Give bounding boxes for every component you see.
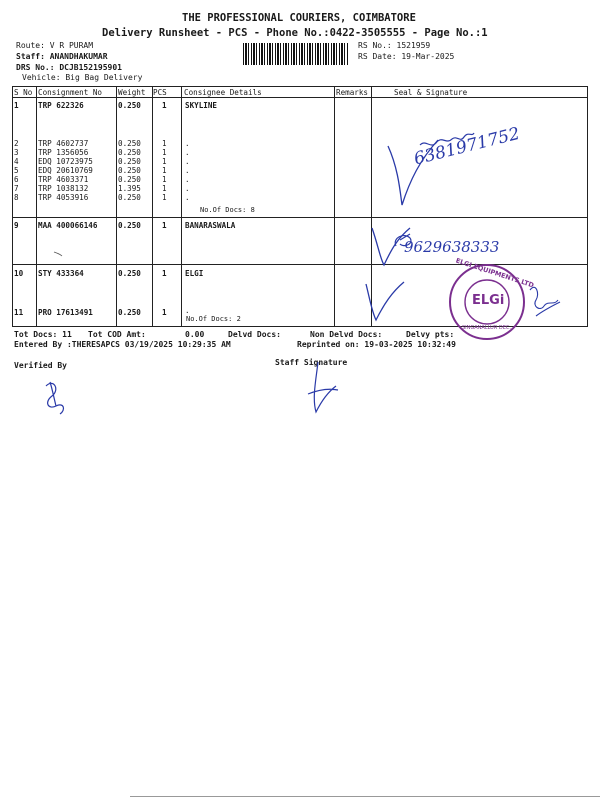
group-doc-count: No.Of Docs: 8 <box>200 206 255 214</box>
page-title: THE PROFESSIONAL COURIERS, COIMBATORE <box>182 12 416 24</box>
row-consignee: BANARASWALA <box>185 221 236 230</box>
row-consignee: . <box>185 148 190 157</box>
row-consignee: . <box>185 139 190 148</box>
row-consignment: TRP 4602737 <box>38 139 89 148</box>
stamp-center-text: ELGi <box>472 293 505 308</box>
row-weight: 0.250 <box>118 269 141 278</box>
row-pcs: 1 <box>162 101 167 110</box>
row-pcs: 1 <box>162 269 167 278</box>
total-cod-label: Tot COD Amt: <box>88 330 146 339</box>
non-delivered-docs: Non Delvd Docs: <box>310 330 383 339</box>
row-weight: 0.250 <box>118 148 141 157</box>
row-pcs: 1 <box>162 193 167 202</box>
row-consignee: . <box>185 175 190 184</box>
row-consignment: TRP 1038132 <box>38 184 89 193</box>
row-weight: 0.250 <box>118 221 141 230</box>
col-header-seal: Seal & Signature <box>394 88 468 97</box>
delivery-points: Delvy pts: <box>406 330 455 339</box>
verified-signature <box>46 382 63 414</box>
row-sno: 1 <box>14 101 19 110</box>
vehicle-label: Vehicle: Big Bag Delivery <box>22 73 143 82</box>
row-weight: 0.250 <box>118 101 141 110</box>
row-sno: 4 <box>14 157 19 166</box>
entered-by: Entered By :THERESAPCS 03/19/2025 10:29:35 AM <box>14 340 231 349</box>
row-sno: 11 <box>14 308 24 317</box>
col-header-consignee: Consignee Details <box>184 88 262 97</box>
rs-no-label: RS No.: 1521959 <box>358 41 431 50</box>
col-header-remarks: Remarks <box>336 88 369 97</box>
row-consignee: . <box>185 306 190 315</box>
group-doc-count: No.Of Docs: 2 <box>186 315 241 323</box>
row-consignment: TRP 622326 <box>38 101 84 110</box>
total-cod-value: 0.00 <box>185 330 205 339</box>
signature-stroke-1 <box>388 140 438 205</box>
row-sno: 9 <box>14 221 19 230</box>
row-pcs: 1 <box>162 308 167 317</box>
row-sno: 2 <box>14 139 19 148</box>
row-pcs: 1 <box>162 139 167 148</box>
page-bottom-rule <box>130 796 600 797</box>
handwritten-phone-2: 9629638333 <box>404 238 500 256</box>
row-consignee: . <box>185 193 190 202</box>
row-consignment: TRP 4053916 <box>38 193 89 202</box>
reprinted-on: Reprinted on: 19-03-2025 10:32:49 <box>297 340 456 349</box>
row-consignee: . <box>185 157 190 166</box>
row-consignee: . <box>185 166 190 175</box>
stamp-bottom-text: SINGANALLUR DEC. <box>462 325 511 331</box>
route-label: Route: V R PURAM <box>16 41 94 50</box>
staff-signature-stroke <box>308 362 338 412</box>
row-sno: 10 <box>14 269 24 278</box>
row-weight: 1.395 <box>118 184 141 193</box>
row-sno: 5 <box>14 166 19 175</box>
row-consignment: STY 433364 <box>38 269 84 278</box>
row-consignment: EDQ 10723975 <box>38 157 93 166</box>
verified-by-label: Verified By <box>14 361 67 370</box>
delivered-docs: Delvd Docs: <box>228 330 281 339</box>
company-stamp <box>444 256 535 341</box>
rs-date-label: RS Date: 19-Mar-2025 <box>358 52 455 61</box>
handwritten-phone-1: 6381971752 <box>412 123 522 170</box>
faint-mark <box>54 252 62 256</box>
col-header-consignment: Consignment No <box>38 88 103 97</box>
row-weight: 0.250 <box>118 175 141 184</box>
row-weight: 0.250 <box>118 139 141 148</box>
row-sno: 8 <box>14 193 19 202</box>
row-sno: 3 <box>14 148 19 157</box>
row-sno: 6 <box>14 175 19 184</box>
col-header-sno: S No <box>14 88 33 97</box>
row-weight: 0.250 <box>118 166 141 175</box>
row-pcs: 1 <box>162 184 167 193</box>
row-consignment: PRO 17613491 <box>38 308 93 317</box>
drs-label: DRS No.: DCJB152195901 <box>16 63 122 72</box>
row-consignment: MAA 400066146 <box>38 221 98 230</box>
row-weight: 0.250 <box>118 308 141 317</box>
row-consignment: TRP 1356056 <box>38 148 89 157</box>
signature-scribble-stamp <box>530 287 560 316</box>
row-pcs: 1 <box>162 175 167 184</box>
row-consignee: . <box>185 184 190 193</box>
check-stroke-9 <box>372 228 410 265</box>
row-weight: 0.250 <box>118 193 141 202</box>
staff-label: Staff: ANANDHAKUMAR <box>16 52 108 61</box>
total-docs: Tot Docs: 11 <box>14 330 72 339</box>
row-pcs: 1 <box>162 221 167 230</box>
row-consignee: ELGI <box>185 269 204 278</box>
row-weight: 0.250 <box>118 157 141 166</box>
row-pcs: 1 <box>162 157 167 166</box>
row-consignment: EDQ 20610769 <box>38 166 93 175</box>
page-subtitle: Delivery Runsheet - PCS - Phone No.:0422-3505555 - Page No.:1 <box>102 27 488 39</box>
staff-signature-label: Staff Signature <box>275 358 348 367</box>
signature-scribble-1 <box>420 133 474 145</box>
row-consignment: TRP 4603371 <box>38 175 89 184</box>
row-sno: 7 <box>14 184 19 193</box>
row-pcs: 1 <box>162 148 167 157</box>
row-consignee: SKYLINE <box>185 101 218 110</box>
col-header-weight: Weight <box>118 88 146 97</box>
stamp-top-text: ELGI EQUIPMENTS LTD <box>454 256 535 290</box>
row-pcs: 1 <box>162 166 167 175</box>
check-stroke-10 <box>366 282 404 320</box>
col-header-pcs: PCS <box>153 88 167 97</box>
